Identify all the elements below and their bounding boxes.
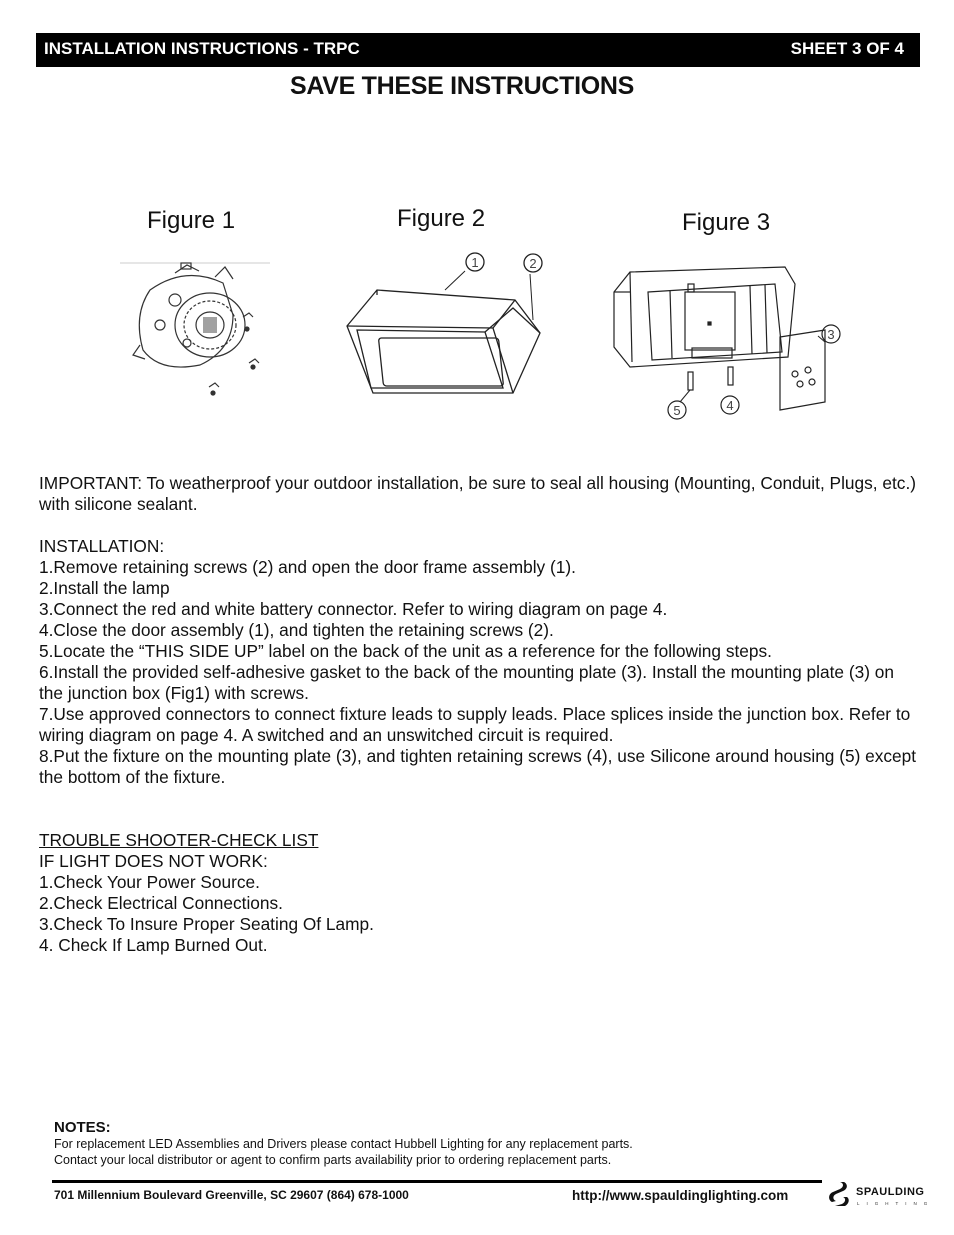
callout-2: 2 — [529, 256, 537, 271]
callout-3: 3 — [827, 327, 835, 342]
figure-1-junction-box-drawing — [115, 255, 280, 405]
checklist-item: 2.Check Electrical Connections. — [39, 893, 283, 913]
installation-heading: INSTALLATION: — [39, 536, 165, 556]
checklist-item: 3.Check To Insure Proper Seating Of Lamp. — [39, 914, 374, 934]
figure-2-label: Figure 2 — [397, 205, 486, 232]
website-link[interactable]: http://www.spauldinglighting.com — [572, 1188, 789, 1203]
figure-2-fixture-drawing — [335, 248, 555, 408]
notes-section — [54, 1119, 874, 1168]
instructions-body — [39, 473, 919, 956]
installation-step: 8.Put the fixture on the mounting plate (3), and tighten retaining screws (4), use Silicone around housing (5) except the bottom of the fixture. — [39, 746, 917, 787]
logo-wordmark: SPAULDING — [856, 1186, 925, 1198]
troubleshooter-subheading: IF LIGHT DOES NOT WORK: — [39, 851, 268, 871]
installation-step: 1.Remove retaining screws (2) and open the door frame assembly (1). — [39, 557, 576, 577]
callout-1: 1 — [471, 255, 479, 270]
checklist-item: 1.Check Your Power Source. — [39, 872, 260, 892]
header-bar — [36, 33, 920, 67]
checklist-item: 4. Check If Lamp Burned Out. — [39, 935, 268, 955]
logo-subtext: LIGHTING — [857, 1201, 935, 1206]
footer-divider — [52, 1180, 822, 1183]
sheet-number: SHEET 3 OF 4 — [790, 39, 904, 58]
spaulding-logo — [826, 1178, 948, 1210]
company-address: 701 Millennium Boulevard Greenville, SC 29607 (864) 678-1000 — [54, 1188, 409, 1202]
installation-step: 6.Install the provided self-adhesive gasket to the back of the mounting plate (3). Install the mounting plate (3) on the junction box (Fig1) with screws. — [39, 662, 894, 703]
installation-step: 7.Use approved connectors to connect fixture leads to supply leads. Place splices inside the junction box. Refer to wiring diagram on page 4. A switched and an unswitched circuit is required. — [39, 704, 911, 745]
figure-3-label: Figure 3 — [682, 209, 771, 236]
page-title: SAVE THESE INSTRUCTIONS — [289, 72, 635, 100]
installation-step: 2.Install the lamp — [39, 578, 170, 598]
installation-step: 3.Connect the red and white battery connector. Refer to wiring diagram on page 4. — [39, 599, 668, 619]
important-note: IMPORTANT: To weatherproof your outdoor installation, be sure to seal all housing (Mounting, Conduit, Plugs, etc.) with silicone sealant. — [39, 473, 916, 514]
installation-step: 4.Close the door assembly (1), and tighten the retaining screws (2). — [39, 620, 554, 640]
notes-line: For replacement LED Assemblies and Drivers please contact Hubbell Lighting for any replacement parts. — [54, 1137, 633, 1151]
figure-1-label: Figure 1 — [147, 207, 236, 234]
callout-5: 5 — [673, 403, 681, 418]
troubleshooter-heading: TROUBLE SHOOTER-CHECK LIST — [39, 830, 319, 850]
notes-heading: NOTES: — [54, 1119, 111, 1136]
installation-step: 5.Locate the “THIS SIDE UP” label on the back of the unit as a reference for the following steps. — [39, 641, 772, 661]
figure-3-mounting-drawing — [600, 262, 850, 427]
callout-4: 4 — [726, 398, 734, 413]
header-title: INSTALLATION INSTRUCTIONS - TRPC — [44, 39, 360, 58]
notes-line: Contact your local distributor or agent to confirm parts availability prior to ordering replacement parts. — [54, 1153, 612, 1167]
